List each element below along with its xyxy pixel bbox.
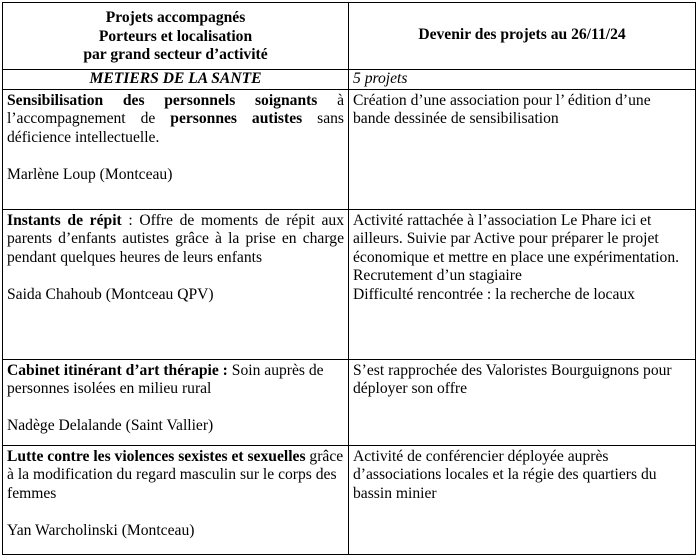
status-cell — [349, 360, 696, 446]
status-cell — [349, 210, 696, 360]
table-row — [3, 210, 696, 360]
table-row — [3, 90, 696, 210]
header-col-projects — [3, 3, 349, 70]
header-line: Projets accompagnés — [105, 9, 246, 27]
project-title: Sensibilisation des personnels soignants — [7, 92, 318, 109]
project-desc: à l’accompagnement de — [7, 92, 345, 128]
status-text: Création d’une association pour l’ édition d’une bande dessinée de sensibilisation — [353, 92, 651, 128]
project-title: Lutte contre les violences sexistes et sexuelles — [7, 448, 306, 465]
project-cell — [3, 360, 349, 446]
status-text: S’est rapprochée des Valoristes Bourguignons pour déployer son offre — [353, 362, 672, 398]
status-cell — [349, 90, 696, 210]
status-cell — [349, 446, 696, 555]
project-person: Marlène Loup (Montceau) — [7, 165, 173, 183]
header-line: par grand secteur d’activité — [83, 46, 268, 64]
project-person: Saida Chahoub (Montceau QPV) — [7, 285, 214, 303]
projects-table — [2, 2, 696, 555]
header-col-status: Devenir des projets au 26/11/24 — [349, 3, 696, 70]
status-text: Difficulté rencontrée : la recherche de locaux — [353, 285, 635, 303]
project-person: Nadège Delalande (Saint Vallier) — [7, 417, 214, 435]
header-line: Porteurs et localisation — [98, 27, 253, 45]
project-description — [7, 448, 344, 503]
project-title: Instants de répit — [7, 212, 122, 229]
project-description — [7, 212, 344, 267]
project-cell — [3, 446, 349, 555]
project-description — [7, 362, 344, 399]
project-desc: Soin auprès de personnes isolées en milieu rural — [7, 362, 324, 398]
table-row — [3, 360, 696, 446]
project-desc-bold: personnes autistes — [170, 110, 303, 128]
sector-name: METIERS DE LA SANTE — [3, 70, 349, 90]
sector-row — [3, 70, 696, 90]
status-text: Recrutement d’un stagiaire — [353, 267, 522, 285]
project-desc: sans déficience intellectuelle. — [7, 110, 344, 146]
status-text: Activité de conférencier déployée auprès d’associations locales et la régie des quartiers du bassin minier — [353, 448, 657, 502]
status-text: Activité rattachée à l’association Le Phare ici et ailleurs. Suivie par Active pour préparer le projet économique et mettre en place une expérimentation. — [353, 212, 680, 266]
table-row — [3, 446, 696, 555]
header-row — [3, 3, 696, 70]
project-desc: : Offre de moments de répit aux parents d’enfants autistes grâce à la prise en charge pendant quelques heures de leurs enfants — [7, 212, 344, 266]
project-desc: grâce à la modification du regard masculin sur le corps des femmes — [7, 448, 344, 502]
project-description — [7, 92, 344, 147]
sector-count: 5 projets — [349, 70, 696, 90]
project-cell — [3, 210, 349, 360]
project-person: Yan Warcholinski (Montceau) — [7, 521, 195, 539]
project-cell — [3, 90, 349, 210]
project-title: Cabinet itinérant d’art thérapie : — [7, 362, 228, 379]
